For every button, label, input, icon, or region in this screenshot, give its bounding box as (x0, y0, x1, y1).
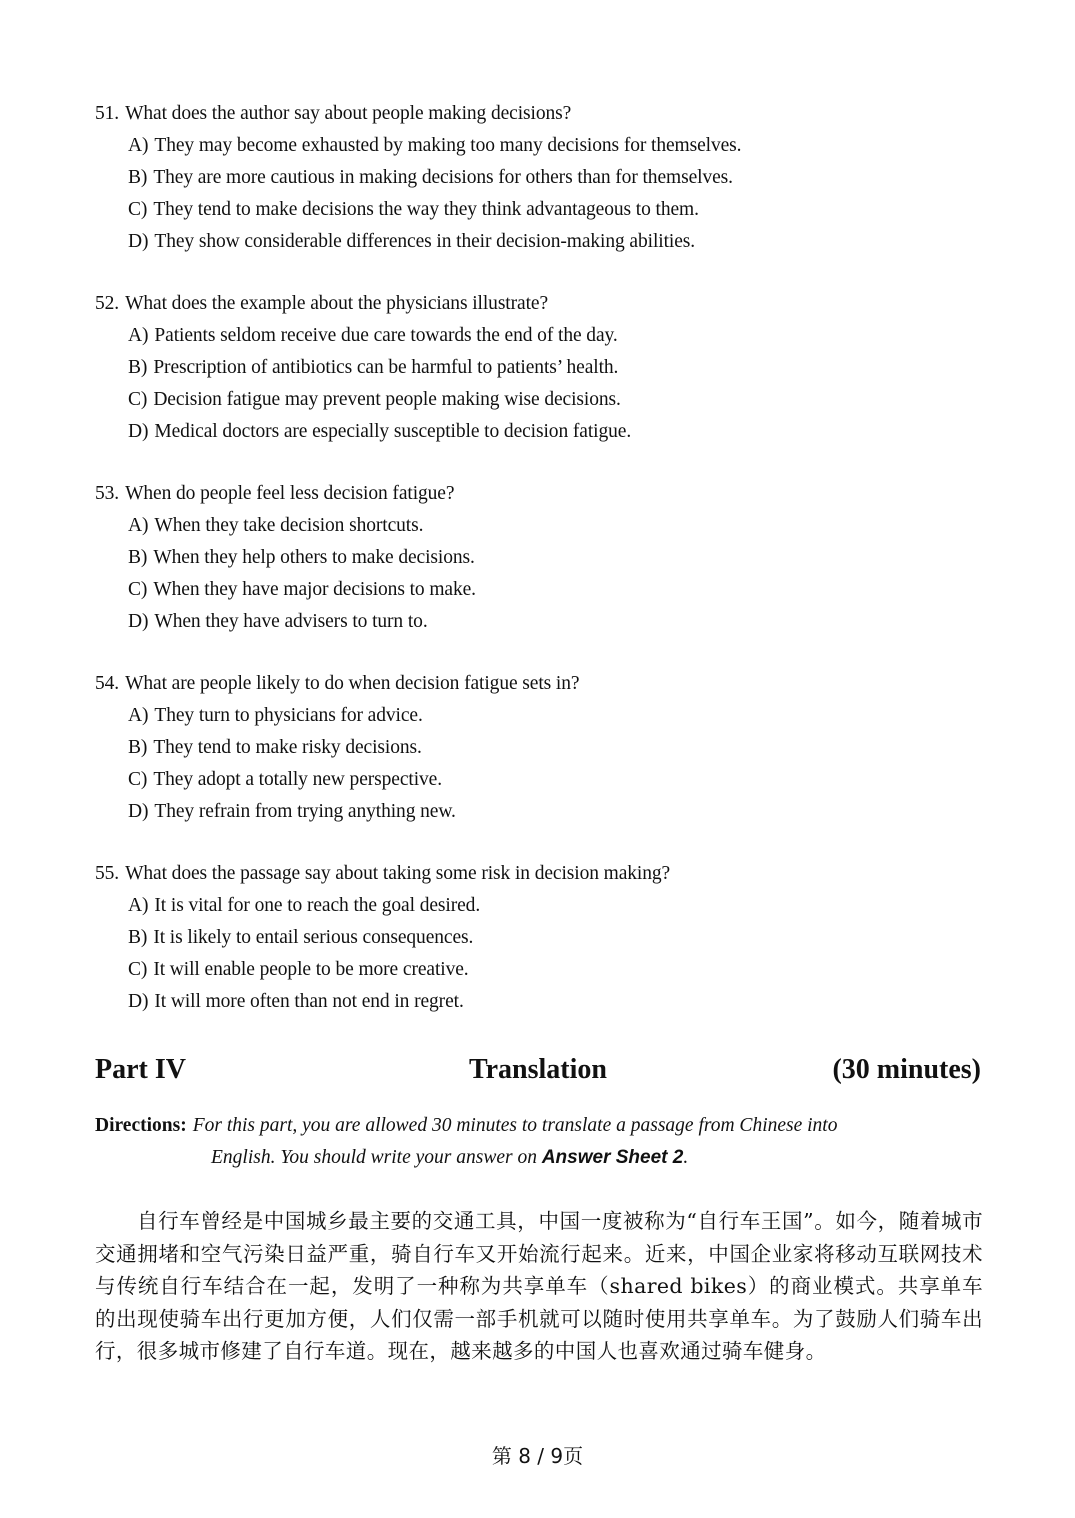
directions (95, 1110, 981, 1174)
option-b (95, 542, 995, 574)
option-text: Patients seldom receive due care towards the end of the day. (154, 325, 618, 346)
option-text: When they take decision shortcuts. (154, 515, 424, 536)
part-title: Translation (469, 1054, 607, 1085)
option-text: They may become exhausted by making too many decisions for themselves. (154, 135, 742, 156)
translation-passage: 自行车曾经是中国城乡最主要的交通工具，中国一度被称为“自行车王国”。如今，随着城市交通拥堵和空气污染日益严重，骑自行车又开始流行起来。近来，中国企业家将移动互联网技术与传统自行车结合在一起，发明了一种称为共享单车（shared bikes）的商业模式。共享单车的出现使骑车出行更加方便，人们仅需一部手机就可以随时使用共享单车。为了鼓励人们骑车出行，很多城市修建了自行车道。现在，越来越多的中国人也喜欢通过骑车健身。 (95, 1209, 983, 1363)
option-text: They show considerable differences in their decision-making abilities. (154, 231, 696, 252)
directions-colon: : (180, 1115, 187, 1136)
option-letter: B) (128, 547, 148, 568)
option-b (95, 732, 995, 764)
directions-text: English. You should write your answer on (211, 1147, 542, 1168)
option-a (95, 700, 995, 732)
option-letter: B) (128, 357, 148, 378)
option-letter: C) (128, 579, 148, 600)
option-d (95, 416, 995, 448)
question-text: What does the passage say about taking some risk in decision making? (125, 863, 671, 884)
option-text: They tend to make decisions the way they think advantageous to them. (153, 199, 699, 220)
option-letter: B) (128, 927, 148, 948)
option-a (95, 320, 995, 352)
option-letter: B) (128, 167, 148, 188)
part-time-limit: (30 minutes) (832, 1054, 981, 1085)
option-a (95, 510, 995, 542)
option-c (95, 574, 995, 606)
question-number: 51. (95, 103, 120, 124)
question-stem (95, 288, 995, 320)
part-header (95, 1050, 981, 1090)
option-text: It will more often than not end in regret. (154, 991, 464, 1012)
question-stem (95, 98, 995, 130)
directions-line-1 (95, 1110, 981, 1142)
option-b (95, 922, 995, 954)
page-number: 第 8 / 9页 (491, 1444, 584, 1468)
option-c (95, 764, 995, 796)
option-d (95, 226, 995, 258)
option-letter: A) (128, 705, 149, 726)
option-text: It will enable people to be more creative. (153, 959, 469, 980)
option-text: When they help others to make decisions. (153, 547, 475, 568)
option-letter: C) (128, 769, 148, 790)
option-d (95, 796, 995, 828)
directions-label: Directions (95, 1115, 181, 1136)
option-d (95, 606, 995, 638)
option-text: They tend to make risky decisions. (153, 737, 422, 758)
question-number: 54. (95, 673, 120, 694)
option-letter: D) (128, 801, 149, 822)
option-letter: C) (128, 959, 148, 980)
option-letter: A) (128, 515, 149, 536)
question-text: What does the example about the physicians illustrate? (125, 293, 549, 314)
option-letter: D) (128, 991, 149, 1012)
question-53 (95, 478, 995, 638)
option-letter: A) (128, 325, 149, 346)
option-a (95, 890, 995, 922)
question-52 (95, 288, 995, 448)
option-letter: C) (128, 389, 148, 410)
option-c (95, 954, 995, 986)
option-text: They turn to physicians for advice. (154, 705, 423, 726)
directions-line-2 (95, 1142, 981, 1174)
directions-text-end: . (683, 1147, 689, 1168)
option-text: Prescription of antibiotics can be harmful to patients’ health. (153, 357, 619, 378)
option-text: When they have advisers to turn to. (154, 611, 428, 632)
question-55 (95, 858, 995, 1018)
option-a (95, 130, 995, 162)
option-text: Medical doctors are especially susceptible to decision fatigue. (154, 421, 632, 442)
question-51 (95, 98, 995, 258)
option-text: They refrain from trying anything new. (154, 801, 456, 822)
question-54 (95, 668, 995, 828)
option-text: They are more cautious in making decisions for others than for themselves. (153, 167, 733, 188)
option-letter: A) (128, 135, 149, 156)
question-stem (95, 478, 995, 510)
question-stem (95, 858, 995, 890)
option-text: It is vital for one to reach the goal desired. (154, 895, 481, 916)
option-text: They adopt a totally new perspective. (153, 769, 443, 790)
option-letter: A) (128, 895, 149, 916)
question-text: What does the author say about people making decisions? (125, 103, 572, 124)
option-letter: D) (128, 421, 149, 442)
question-stem (95, 668, 995, 700)
question-text: What are people likely to do when decision fatigue sets in? (125, 673, 580, 694)
option-text: Decision fatigue may prevent people making wise decisions. (153, 389, 621, 410)
option-c (95, 194, 995, 226)
option-letter: B) (128, 737, 148, 758)
option-c (95, 384, 995, 416)
option-letter: D) (128, 611, 149, 632)
option-b (95, 352, 995, 384)
directions-text: For this part, you are allowed 30 minutes to translate a passage from Chinese into (192, 1115, 838, 1136)
question-number: 53. (95, 483, 120, 504)
question-number: 52. (95, 293, 120, 314)
option-letter: C) (128, 199, 148, 220)
option-text: When they have major decisions to make. (153, 579, 476, 600)
option-d (95, 986, 995, 1018)
option-b (95, 162, 995, 194)
answer-sheet-reference: Answer Sheet 2 (541, 1147, 684, 1168)
question-text: When do people feel less decision fatigue? (125, 483, 455, 504)
option-letter: D) (128, 231, 149, 252)
question-number: 55. (95, 863, 120, 884)
part-label: Part IV (95, 1054, 186, 1085)
option-text: It is likely to entail serious consequences. (153, 927, 474, 948)
